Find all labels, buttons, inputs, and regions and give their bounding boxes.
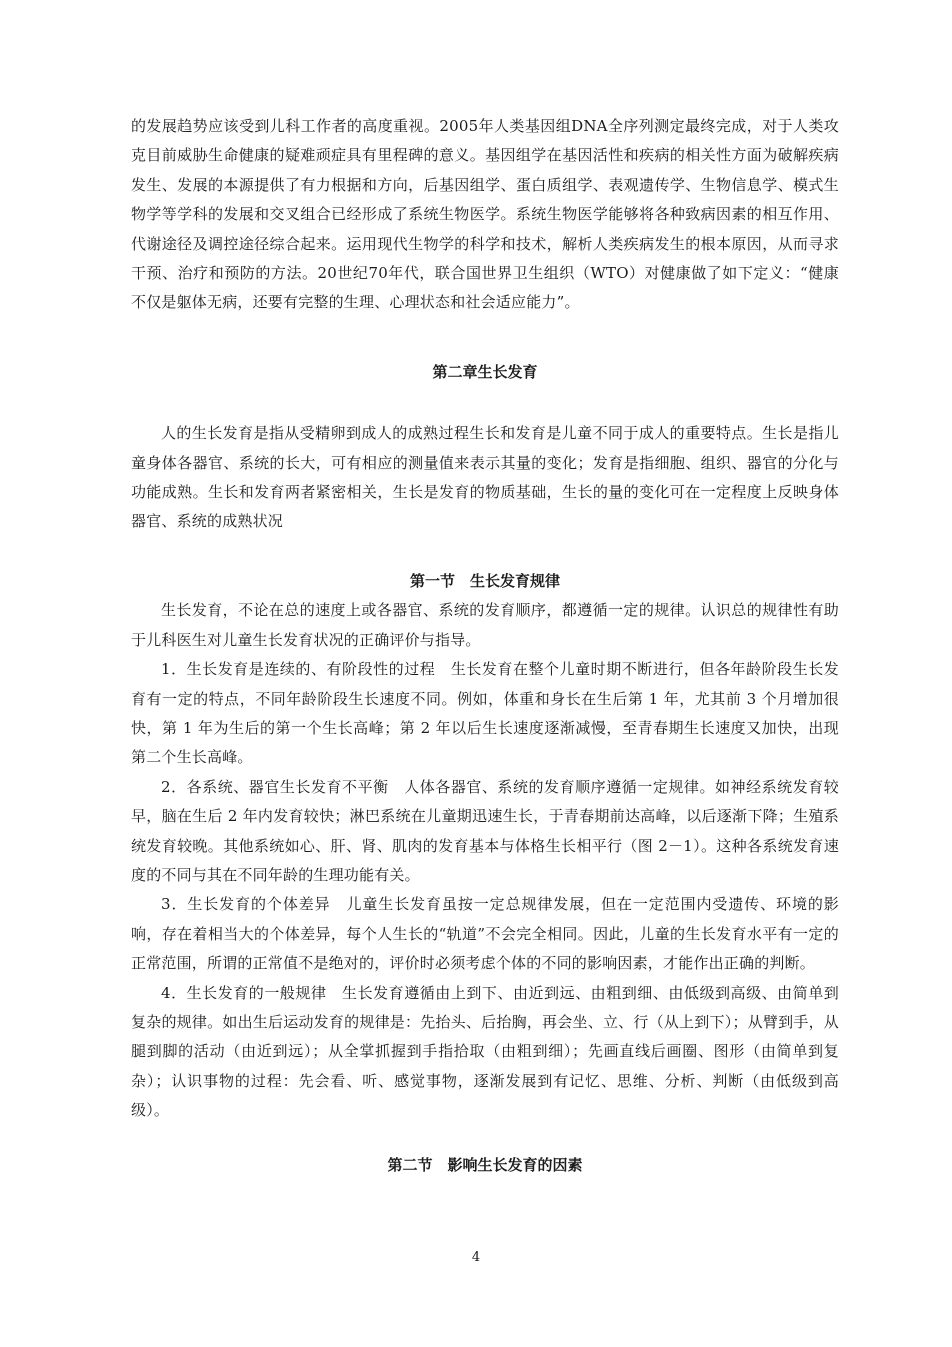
page-body	[131, 112, 839, 1180]
section-1-title: 第一节 生长发育规律	[409, 571, 560, 590]
section-2-title: 第二节 影响生长发育的因素	[387, 1155, 583, 1174]
section-1-paragraph: 2．各系统、器官生长发育不平衡 人体各器官、系统的发育顺序遵循一定规律。如神经系统发育较早，脑在生后 2 年内发育较快；淋巴系统在儿童期迅速生长，于青春期前达高峰，以后逐渐下降；生殖系统发育较晚。其他系统如心、肝、肾、肌肉的发育基本与体格生长相平行（图 2－1）。这种各系统发育速度的不同与其在不同年龄的生理功能有关。	[131, 777, 839, 884]
intro-paragraph: 的发展趋势应该受到儿科工作者的高度重视。2005年人类基因组DNA全序列测定最终完成，对于人类攻克目前威胁生命健康的疑难顽症具有里程碑的意义。基因组学在基因活性和疾病的相关性方面为破解疾病发生、发展的本源提供了有力根据和方向，后基因组学、蛋白质组学、表观遗传学、生物信息学、模式生物学等学科的发展和交叉组合已经形成了系统生物医学。系统生物医学能够将各种致病因素的相互作用、代谢途径及调控途径综合起来。运用现代生物学的科学和技术，解析人类疾病发生的根本原因，从而寻求干预、治疗和预防的方法。20世纪70年代，联合国世界卫生组织（WTO）对健康做了如下定义：“健康不仅是躯体无病，还要有完整的生理、心理状态和社会适应能力”。	[131, 117, 839, 312]
page-number: 4	[471, 1250, 481, 1265]
chapter-intro-paragraph: 人的生长发育是指从受精卵到成人的成熟过程生长和发育是儿童不同于成人的重要特点。生长是指儿童身体各器官、系统的长大，可有相应的测量值来表示其量的变化；发育是指细胞、组织、器官的分化与功能成熟。生长和发育两者紧密相关，生长是发育的物质基础，生长的量的变化可在一定程度上反映身体器官、系统的成熟状况	[131, 424, 839, 531]
section-1-paragraph: 3．生长发育的个体差异 儿童生长发育虽按一定总规律发展，但在一定范围内受遗传、环境的影响，存在着相当大的个体差异，每个人生长的“轨道”不会完全相同。因此，儿童的生长发育水平有一定的正常范围，所谓的正常值不是绝对的，评价时必须考虑个体的不同的影响因素，才能作出正确的判断。	[131, 895, 839, 973]
section-1-paragraph: 1．生长发育是连续的、有阶段性的过程 生长发育在整个儿童时期不断进行，但各年龄阶段生长发育有一定的特点，不同年龄阶段生长速度不同。例如，体重和身长在生后第 1 年，尤其前 3 个月增加很快，第 1 年为生后的第一个生长高峰；第 2 年以后生长速度逐渐减慢，至青春期生长速度又加快，出现第二个生长高峰。	[131, 660, 839, 767]
section-1-paragraph: 4．生长发育的一般规律 生长发育遵循由上到下、由近到远、由粗到细、由低级到高级、由简单到复杂的规律。如出生后运动发育的规律是：先抬头、后抬胸，再会坐、立、行（从上到下）；从臂到手，从腿到脚的活动（由近到远）；从全掌抓握到手指拾取（由粗到细）；先画直线后画圈、图形（由简单到复杂）；认识事物的过程：先会看、听、感觉事物，逐渐发展到有记忆、思维、分析、判断（由低级到高级）。	[131, 983, 839, 1120]
section-1-paragraph: 生长发育，不论在总的速度上或各器官、系统的发育顺序，都遵循一定的规律。认识总的规律性有助于儿科医生对儿童生长发育状况的正确评价与指导。	[131, 601, 839, 649]
chapter-title: 第二章生长发育	[432, 362, 538, 381]
